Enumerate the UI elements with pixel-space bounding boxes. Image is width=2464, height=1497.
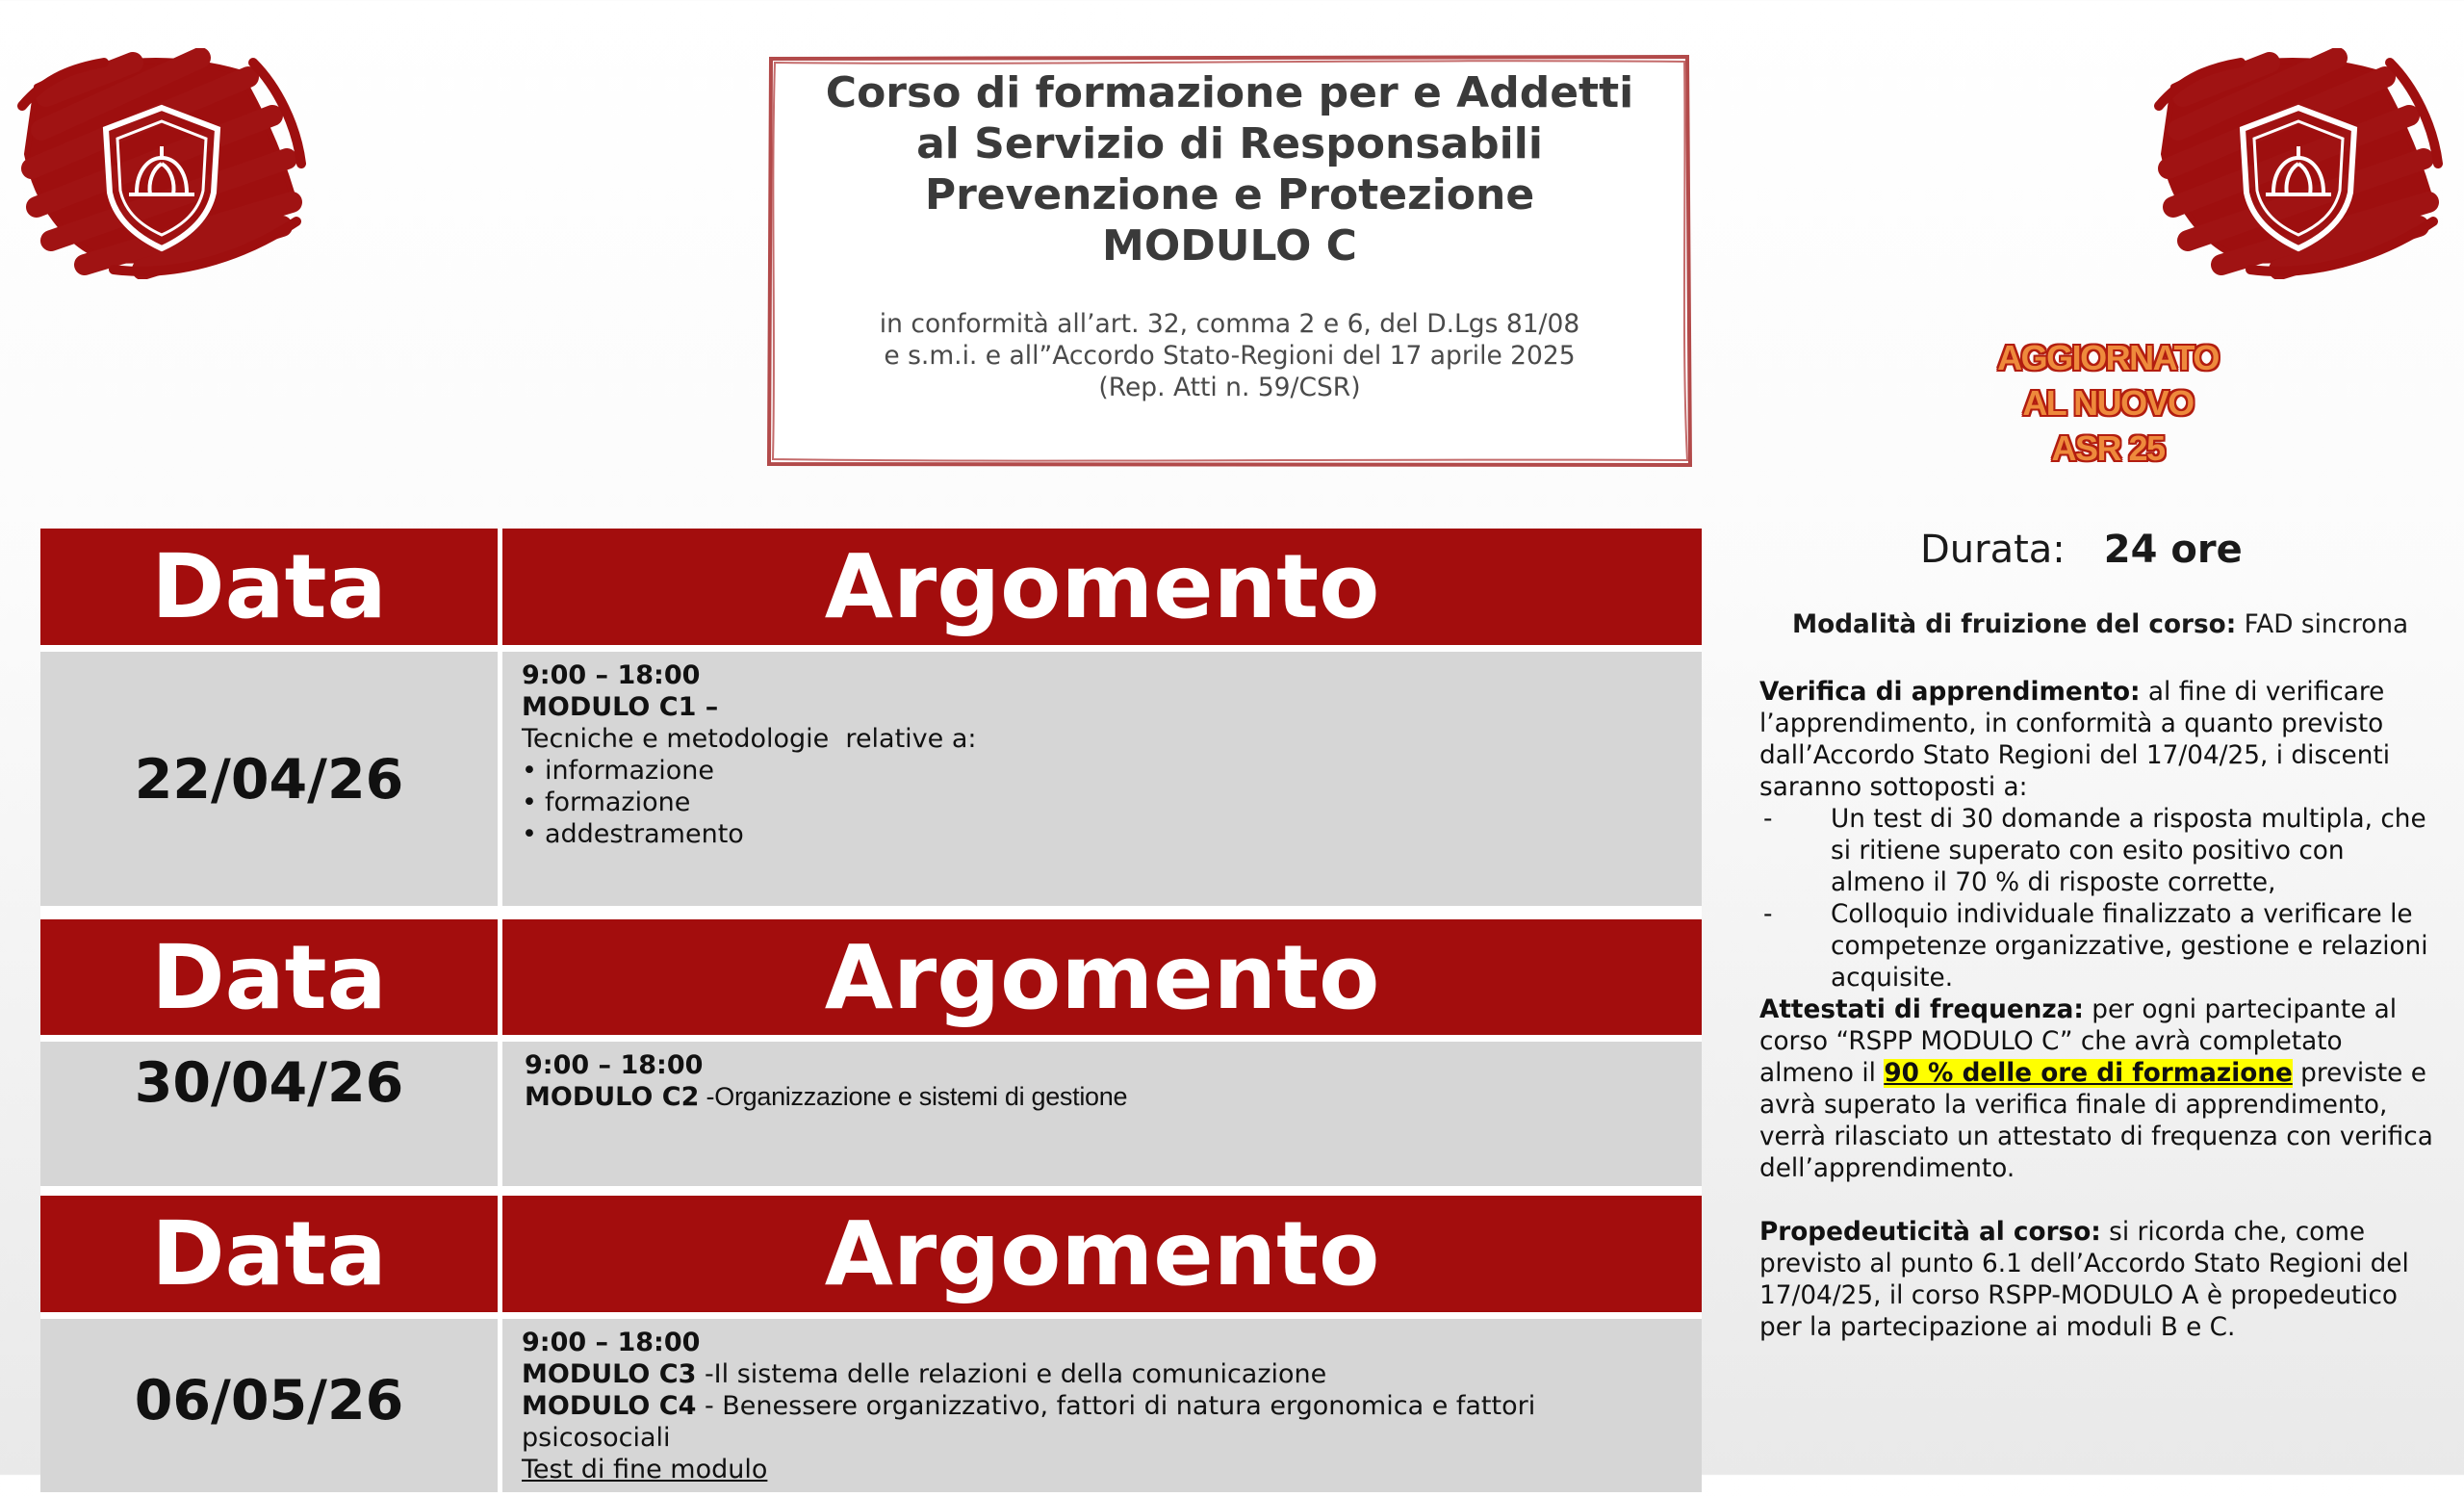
- final-test: Test di fine modulo: [522, 1455, 768, 1484]
- header-topic: Argomento: [824, 925, 1380, 1029]
- course-title: [794, 67, 1665, 271]
- session-row: [40, 1042, 1702, 1186]
- badge-line: ASR 25: [2051, 428, 2165, 468]
- session-content: [522, 659, 1663, 850]
- duration-value: 24 ore: [2103, 528, 2243, 572]
- course-subtitle-line: e s.m.i. e all”Accordo Stato-Regioni del 17 aprile 2025: [884, 341, 1576, 371]
- schedule-header: [40, 1196, 1702, 1312]
- certificate-text: per ogni partecipante al corso “RSPP MODULO C” che avrà completato almeno il: [1759, 995, 2398, 1088]
- header-topic: Argomento: [824, 535, 1380, 638]
- session-date: 30/04/26: [134, 1051, 404, 1115]
- course-subtitle-line: (Rep. Atti n. 59/CSR): [1098, 373, 1361, 402]
- delivery-mode: [1792, 610, 2408, 639]
- session-bullet: • addestramento: [522, 818, 1663, 850]
- course-subtitle: [794, 308, 1665, 403]
- session-module: MODULO C3: [522, 1359, 697, 1389]
- course-title-box: [765, 53, 1694, 469]
- session-description: - Benessere organizzativo, fattori di natura ergonomica e fattori psicosociali: [522, 1391, 1536, 1453]
- badge-line: AGGIORNATO: [1997, 338, 2219, 377]
- header-date: Data: [151, 1202, 387, 1305]
- schedule-header: [40, 529, 1702, 645]
- prerequisite-text: si ricorda che, come previsto al punto 6.1 dell’Accordo Stato Regioni del 17/04/25, il corso RSPP-MODULO A è propedeutico per la partecipazione ai moduli B e C.: [1759, 1218, 2409, 1342]
- session-description: Tecniche e metodologie relative a:: [522, 724, 977, 754]
- certificate-text-end: previste e avrà superato la verifica finale di apprendimento, verrà rilasciato un attestato di frequenza con verifica dell’apprendimento.: [1759, 1059, 2433, 1183]
- session-row: [40, 652, 1702, 906]
- course-title-line: Prevenzione e Protezione: [924, 170, 1535, 219]
- course-subtitle-line: in conformità all’art. 32, comma 2 e 6, del D.Lgs 81/08: [879, 309, 1580, 339]
- session-description: -Organizzazione e sistemi di gestione: [699, 1082, 1128, 1111]
- session-time: 9:00 – 18:00: [525, 1050, 704, 1080]
- shield-helmet-logo-icon: [2154, 48, 2443, 279]
- session-time: 9:00 – 18:00: [522, 1328, 701, 1357]
- session-content: [525, 1049, 1663, 1113]
- course-title-line: MODULO C: [1102, 221, 1357, 271]
- shield-helmet-logo-icon: [17, 48, 306, 279]
- session-bullet: • formazione: [522, 787, 1663, 818]
- delivery-mode-label: Modalità di fruizione del corso:: [1792, 610, 2237, 639]
- attendance-highlight: 90 % delle ore di formazione: [1884, 1059, 2293, 1088]
- updated-badge: [1964, 335, 2252, 471]
- certificate-label: Attestati di frequenza:: [1759, 995, 2084, 1024]
- schedule-header: [40, 919, 1702, 1035]
- header-date: Data: [151, 535, 387, 638]
- assessment-item: - Un test di 30 domande a risposta multipla, che si ritiene superato con esito positivo con almeno il 70 % di risposte corrette,: [1759, 804, 2443, 899]
- course-duration: [1920, 528, 2243, 572]
- badge-line: AL NUOVO: [2022, 383, 2194, 423]
- assessment-item: - Colloquio individuale finalizzato a verificare le competenze organizzative, gestione e relazioni acquisite.: [1759, 899, 2443, 994]
- assessment-text: al fine di verificare l’apprendimento, in conformità a quanto previsto dall’Accordo Stato Regioni del 17/04/25, i discenti saranno sottoposti a:: [1759, 678, 2391, 802]
- assessment-section: [1759, 677, 2443, 1344]
- prerequisite-label: Propedeuticità al corso:: [1759, 1218, 2101, 1247]
- course-title-line: al Servizio di Responsabili: [916, 119, 1543, 168]
- session-date: 06/05/26: [134, 1369, 404, 1432]
- assessment-label: Verifica di apprendimento:: [1759, 678, 2141, 707]
- session-module: MODULO C2: [525, 1082, 700, 1112]
- session-content: [522, 1327, 1663, 1485]
- duration-label: Durata:: [1920, 528, 2066, 572]
- session-module: MODULO C4: [522, 1391, 697, 1421]
- session-module-suffix: –: [696, 692, 719, 722]
- session-description: -Il sistema delle relazioni e della comunicazione: [696, 1359, 1327, 1389]
- header-date: Data: [151, 925, 387, 1029]
- course-title-line: Corso di formazione per e Addetti: [825, 68, 1634, 117]
- session-module: MODULO C1: [522, 692, 697, 722]
- session-row: [40, 1319, 1702, 1492]
- session-time: 9:00 – 18:00: [522, 660, 701, 690]
- session-date: 22/04/26: [134, 748, 404, 812]
- header-topic: Argomento: [824, 1202, 1380, 1305]
- delivery-mode-value: FAD sincrona: [2236, 610, 2409, 639]
- session-bullet: • informazione: [522, 755, 1663, 787]
